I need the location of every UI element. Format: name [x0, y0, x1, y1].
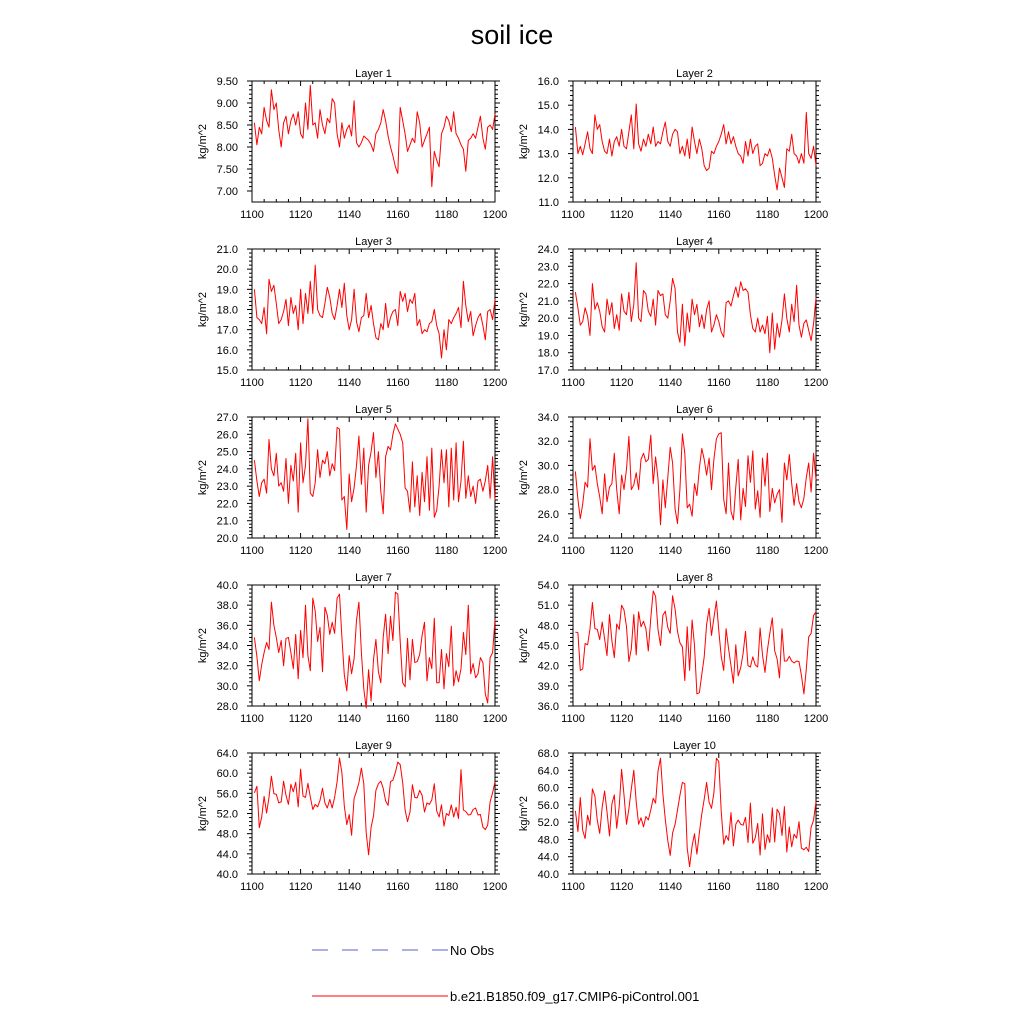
y-tick-label: 40.0 — [537, 869, 559, 881]
y-tick-label: 44.0 — [216, 848, 238, 861]
y-tick-label: 26.0 — [537, 508, 559, 521]
y-tick-label: 26.0 — [216, 429, 238, 442]
y-tick-label: 34.0 — [537, 412, 559, 424]
y-axis-label: kg/m^2 — [518, 459, 530, 496]
y-tick-label: 52.0 — [216, 808, 238, 821]
x-tick-label: 1120 — [288, 713, 313, 725]
y-tick-label: 19.0 — [216, 284, 238, 297]
x-tick-label: 1100 — [240, 377, 264, 389]
x-tick-label: 1160 — [706, 713, 731, 725]
x-tick-label: 1100 — [561, 209, 585, 221]
y-tick-label: 7.50 — [216, 164, 238, 176]
panel-title: Layer 2 — [676, 68, 713, 80]
x-tick-label: 1180 — [755, 545, 780, 557]
x-tick-label: 1120 — [288, 545, 313, 557]
y-tick-label: 40.0 — [216, 580, 238, 592]
x-tick-label: 1200 — [482, 545, 508, 557]
y-tick-label: 40.0 — [216, 869, 238, 881]
y-tick-label: 13.0 — [537, 148, 559, 161]
y-tick-label: 8.00 — [216, 142, 238, 154]
legend-model-label: b.e21.B1850.f09_g17.CMIP6-piControl.001 — [450, 989, 700, 1004]
panel-title: Layer 1 — [355, 68, 392, 80]
x-tick-label: 1140 — [658, 713, 683, 725]
y-tick-label: 20.0 — [216, 533, 238, 545]
x-tick-label: 1100 — [240, 209, 264, 221]
y-tick-label: 25.0 — [216, 446, 238, 459]
x-tick-label: 1180 — [755, 881, 780, 893]
x-tick-label: 1140 — [658, 545, 683, 557]
panel-title: Layer 9 — [355, 740, 392, 752]
x-tick-label: 1100 — [561, 545, 585, 557]
x-tick-label: 1120 — [288, 377, 313, 389]
x-tick-label: 1200 — [803, 881, 829, 893]
y-tick-label: 17.0 — [537, 365, 559, 377]
y-tick-label: 21.0 — [216, 244, 238, 256]
y-axis-label: kg/m^2 — [518, 627, 530, 664]
x-tick-label: 1200 — [803, 209, 829, 221]
x-tick-label: 1100 — [561, 713, 585, 725]
y-axis-label: kg/m^2 — [197, 123, 209, 160]
y-tick-label: 18.0 — [537, 347, 559, 360]
panel-title: Layer 3 — [355, 236, 392, 248]
x-tick-label: 1160 — [706, 545, 731, 557]
y-tick-label: 21.0 — [537, 295, 559, 308]
y-tick-label: 7.00 — [216, 186, 238, 198]
x-tick-label: 1200 — [803, 377, 829, 389]
x-tick-label: 1140 — [658, 881, 683, 893]
y-tick-label: 30.0 — [216, 680, 238, 693]
y-tick-label: 23.0 — [216, 481, 238, 494]
y-tick-label: 42.0 — [537, 660, 559, 673]
x-tick-label: 1160 — [385, 881, 410, 893]
x-tick-label: 1180 — [434, 377, 459, 389]
y-tick-label: 28.0 — [537, 484, 559, 497]
y-axis-label: kg/m^2 — [197, 459, 209, 496]
y-tick-label: 56.0 — [216, 788, 238, 801]
x-tick-label: 1100 — [240, 881, 264, 893]
y-tick-label: 24.0 — [537, 244, 559, 256]
x-tick-label: 1180 — [434, 545, 459, 557]
x-tick-label: 1120 — [609, 545, 634, 557]
y-tick-label: 68.0 — [537, 748, 559, 760]
y-tick-label: 32.0 — [537, 436, 559, 449]
y-tick-label: 24.0 — [537, 533, 559, 545]
y-tick-label: 54.0 — [537, 580, 559, 592]
x-tick-label: 1120 — [609, 209, 634, 221]
x-tick-label: 1140 — [658, 377, 683, 389]
x-tick-label: 1180 — [434, 209, 459, 221]
y-axis-label: kg/m^2 — [518, 123, 530, 160]
x-tick-label: 1180 — [755, 209, 780, 221]
x-tick-label: 1140 — [337, 209, 362, 221]
panel-title: Layer 5 — [355, 404, 392, 416]
y-tick-label: 52.0 — [537, 817, 559, 830]
y-tick-label: 48.0 — [216, 828, 238, 841]
y-tick-label: 38.0 — [216, 600, 238, 613]
y-tick-label: 20.0 — [537, 313, 559, 326]
y-tick-label: 19.0 — [537, 330, 559, 343]
y-tick-label: 64.0 — [537, 765, 559, 778]
x-tick-label: 1160 — [385, 713, 410, 725]
x-tick-label: 1160 — [706, 377, 731, 389]
y-tick-label: 11.0 — [538, 197, 559, 209]
panel-title: Layer 6 — [676, 404, 713, 416]
y-tick-label: 20.0 — [216, 264, 238, 277]
y-tick-label: 15.0 — [216, 365, 238, 377]
x-tick-label: 1100 — [240, 713, 264, 725]
x-tick-label: 1140 — [337, 713, 362, 725]
legend-no-obs-label: No Obs — [450, 943, 495, 958]
x-tick-label: 1180 — [755, 377, 780, 389]
y-tick-label: 23.0 — [537, 261, 559, 274]
panel-title: Layer 7 — [355, 572, 392, 584]
x-tick-label: 1160 — [385, 209, 410, 221]
y-tick-label: 36.0 — [216, 620, 238, 633]
y-tick-label: 22.0 — [537, 278, 559, 291]
x-tick-label: 1180 — [434, 881, 459, 893]
x-tick-label: 1200 — [482, 713, 508, 725]
y-tick-label: 64.0 — [216, 748, 238, 760]
y-tick-label: 48.0 — [537, 834, 559, 847]
x-tick-label: 1200 — [803, 713, 829, 725]
y-tick-label: 16.0 — [537, 76, 559, 88]
y-tick-label: 18.0 — [216, 304, 238, 317]
figure-title: soil ice — [470, 20, 554, 50]
panel-title: Layer 8 — [676, 572, 713, 584]
y-tick-label: 56.0 — [537, 799, 559, 812]
x-tick-label: 1100 — [561, 881, 585, 893]
y-axis-label: kg/m^2 — [197, 291, 209, 328]
x-tick-label: 1200 — [482, 377, 508, 389]
y-tick-label: 39.0 — [537, 680, 559, 693]
y-tick-label: 14.0 — [537, 124, 559, 137]
y-tick-label: 28.0 — [216, 701, 238, 713]
y-tick-label: 22.0 — [216, 498, 238, 511]
y-tick-label: 45.0 — [537, 640, 559, 653]
y-axis-label: kg/m^2 — [518, 795, 530, 832]
y-tick-label: 36.0 — [537, 701, 559, 713]
x-tick-label: 1180 — [755, 713, 780, 725]
x-tick-label: 1100 — [561, 377, 585, 389]
y-tick-label: 51.0 — [537, 600, 559, 613]
x-tick-label: 1120 — [288, 881, 313, 893]
x-tick-label: 1140 — [337, 881, 362, 893]
panel-title: Layer 4 — [676, 236, 713, 248]
x-tick-label: 1120 — [609, 377, 634, 389]
x-tick-label: 1200 — [482, 881, 508, 893]
x-tick-label: 1200 — [803, 545, 829, 557]
y-tick-label: 12.0 — [537, 172, 559, 185]
y-axis-label: kg/m^2 — [518, 291, 530, 328]
y-tick-label: 17.0 — [216, 324, 238, 337]
y-tick-label: 8.50 — [216, 120, 238, 132]
x-tick-label: 1120 — [609, 713, 634, 725]
y-tick-label: 48.0 — [537, 620, 559, 633]
y-tick-label: 32.0 — [216, 660, 238, 673]
y-tick-label: 15.0 — [537, 100, 559, 113]
x-tick-label: 1120 — [609, 881, 634, 893]
x-tick-label: 1180 — [434, 713, 459, 725]
y-tick-label: 21.0 — [216, 515, 238, 528]
x-tick-label: 1100 — [240, 545, 264, 557]
panel-title: Layer 10 — [673, 740, 716, 752]
y-tick-label: 27.0 — [216, 412, 238, 424]
y-tick-label: 60.0 — [216, 768, 238, 781]
x-tick-label: 1160 — [385, 377, 410, 389]
x-tick-label: 1160 — [706, 209, 731, 221]
y-axis-label: kg/m^2 — [197, 795, 209, 832]
x-tick-label: 1160 — [706, 881, 731, 893]
x-tick-label: 1140 — [337, 545, 362, 557]
y-tick-label: 9.00 — [216, 98, 238, 110]
x-tick-label: 1200 — [482, 209, 508, 221]
y-axis-label: kg/m^2 — [197, 627, 209, 664]
y-tick-label: 9.50 — [216, 76, 238, 88]
x-tick-label: 1140 — [337, 377, 362, 389]
y-tick-label: 44.0 — [537, 851, 559, 864]
y-tick-label: 30.0 — [537, 460, 559, 473]
x-tick-label: 1120 — [288, 209, 313, 221]
x-tick-label: 1140 — [658, 209, 683, 221]
y-tick-label: 24.0 — [216, 463, 238, 476]
y-tick-label: 34.0 — [216, 640, 238, 653]
y-tick-label: 60.0 — [537, 782, 559, 795]
y-tick-label: 16.0 — [216, 344, 238, 357]
x-tick-label: 1160 — [385, 545, 410, 557]
